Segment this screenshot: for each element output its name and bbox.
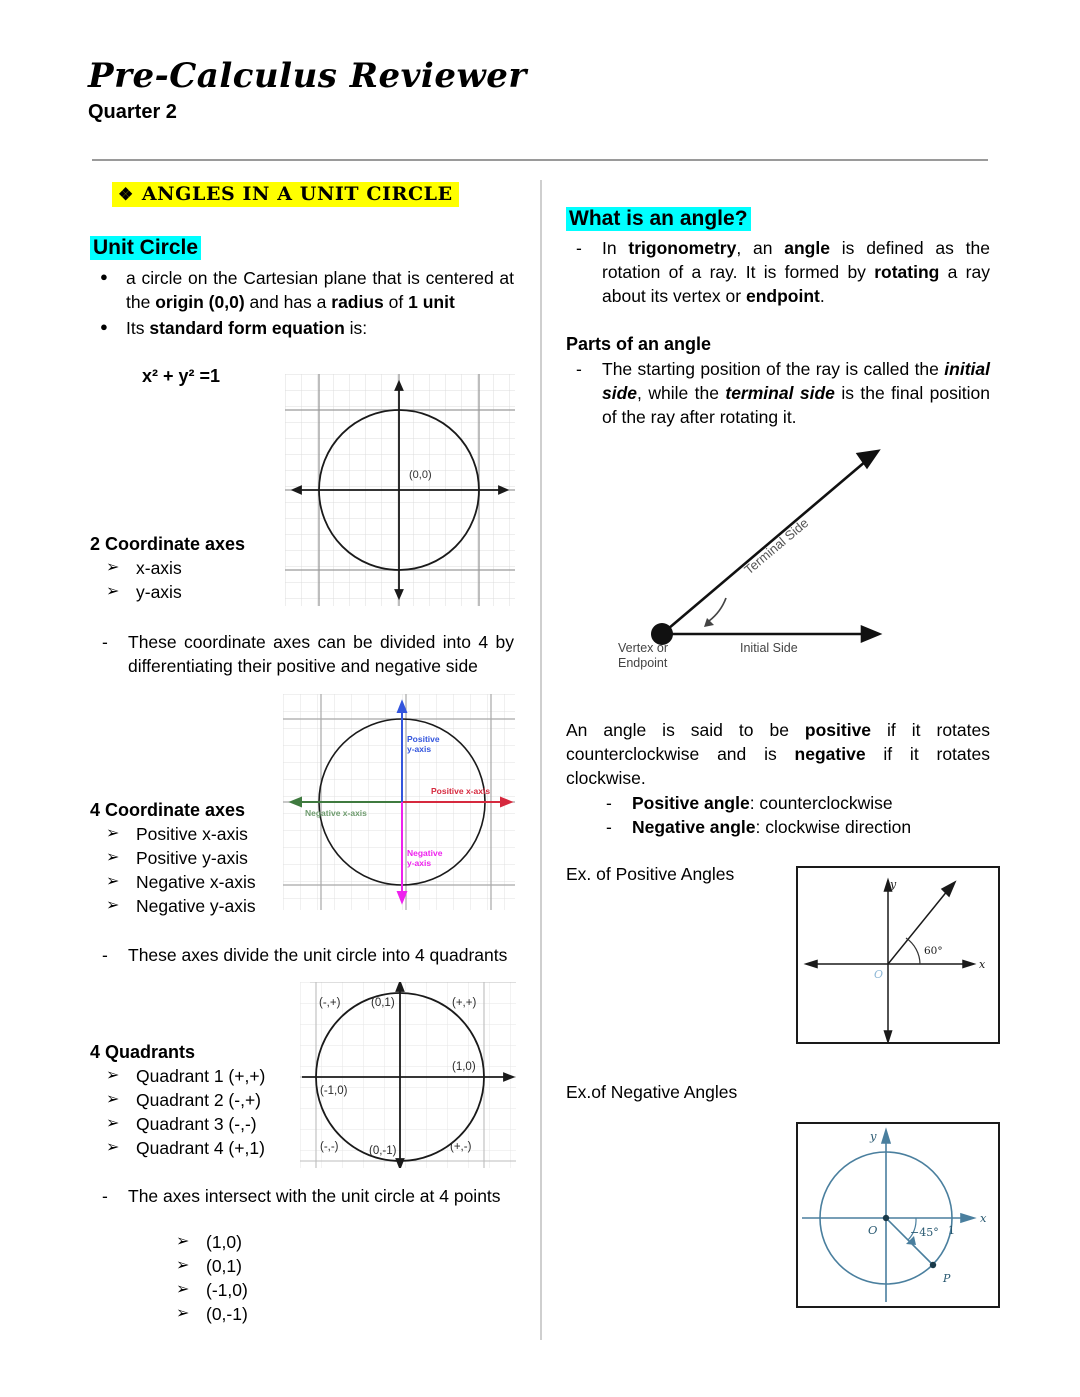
list-item: ➢ Quadrant 3 (-,-)	[100, 1112, 330, 1136]
divide-note	[92, 630, 514, 678]
diamond-bullet-icon: ❖	[118, 185, 134, 205]
initial-side-label: Initial Side	[740, 641, 798, 655]
figure-quadrants	[300, 982, 516, 1168]
four-axes-heading: 4 Coordinate axes	[90, 800, 246, 820]
what-is-angle-heading: What is an angle?	[566, 207, 751, 231]
x-axis-label: x	[980, 1211, 987, 1225]
list-item: - Positive angle: counterclockwise	[596, 791, 996, 815]
list-item: ➢ y-axis	[100, 580, 350, 604]
list-item: ➢ Quadrant 2 (-,+)	[100, 1088, 330, 1112]
point-1-0-label: (1,0)	[452, 1061, 476, 1073]
two-axes-list	[100, 556, 350, 604]
point-neg1-0-label: (-1,0)	[320, 1085, 348, 1097]
unit-label: 1	[948, 1224, 955, 1237]
quadrant1-label: (+,+)	[452, 997, 477, 1009]
ex-positive-angles-label: Ex. of Positive Angles	[566, 864, 735, 884]
list-item: ➢ Negative y-axis	[100, 894, 330, 918]
parts-of-angle-heading: Parts of an angle	[566, 334, 712, 354]
column-divider	[540, 180, 542, 1340]
unit-circle-heading: Unit Circle	[90, 236, 201, 260]
quadrant-note	[92, 943, 514, 967]
rotation-direction-body: An angle is said to be positive if it rotates counterclockwise and is negative if it rotates clockwise.	[566, 720, 991, 788]
negative-y-axis-label: Negative	[407, 848, 443, 858]
intersect-note	[92, 1184, 514, 1208]
vertex-label: Vertex or	[618, 641, 669, 655]
angle-label: 60°	[924, 945, 943, 957]
point-p-label: P	[943, 1272, 951, 1285]
ex-negative-angles-label: Ex.of Negative Angles	[566, 1082, 738, 1102]
point-0-1-label: (0,1)	[371, 997, 395, 1009]
list-item: - These axes divide the unit circle into 4 quadrants	[92, 943, 514, 967]
positive-y-axis-label: Positive	[407, 734, 440, 744]
list-item: ➢ x-axis	[100, 556, 350, 580]
rotation-direction-list	[596, 791, 996, 839]
origin-label: (0,0)	[409, 469, 432, 481]
page-title: Pre-Calculus Reviewer	[88, 56, 527, 96]
origin-label: O	[868, 1223, 878, 1237]
intersect-points-list	[170, 1230, 370, 1326]
terminal-side-label: Terminal Side	[741, 515, 812, 578]
four-axes-list	[100, 822, 330, 918]
figure-angle-parts	[604, 438, 904, 670]
figure-negative-angle	[796, 1122, 1000, 1308]
list-item: ● a circle on the Cartesian plane that is centered at the origin (0,0) and has a radius of 1 unit	[92, 266, 514, 314]
list-item: ➢ (0,1)	[170, 1254, 370, 1278]
origin-label: O	[874, 968, 884, 981]
point-0-neg1-label: (0,-1)	[369, 1145, 397, 1157]
what-is-angle-body	[566, 236, 990, 308]
svg-text:Endpoint: Endpoint	[618, 656, 668, 670]
parts-of-angle-body	[566, 357, 990, 429]
list-item: - The starting position of the ray is called the initial side, while the terminal side is the final position of the ray after rotating it.	[566, 357, 990, 429]
x-axis-label: x	[979, 958, 986, 971]
list-item: ➢ (-1,0)	[170, 1278, 370, 1302]
quadrant3-label: (-,-)	[320, 1141, 339, 1153]
list-item: ➢ Quadrant 1 (+,+)	[100, 1064, 330, 1088]
list-item: ➢ (0,-1)	[170, 1302, 370, 1326]
quadrant4-label: (+,-)	[450, 1141, 472, 1153]
quadrant2-label: (-,+)	[319, 997, 341, 1009]
list-item: ➢ Quadrant 4 (+,1)	[100, 1136, 330, 1160]
list-item: - In trigonometry, an angle is defined as the rotation of a ray. It is formed by rotating a ray about its vertex or endpoint.	[566, 236, 990, 308]
unit-circle-equation: x² + y² =1	[142, 366, 221, 386]
section-banner	[112, 183, 459, 205]
quadrants-heading: 4 Quadrants	[90, 1042, 196, 1062]
quadrants-list	[100, 1064, 330, 1160]
y-axis-label: y	[890, 878, 897, 891]
list-item: - Negative angle: clockwise direction	[596, 815, 996, 839]
list-item: - The axes intersect with the unit circle at 4 points	[92, 1184, 514, 1208]
header-divider	[92, 159, 988, 161]
list-item: ● Its standard form equation is:	[92, 316, 514, 340]
angle-label: −45°	[910, 1226, 939, 1239]
svg-text:y-axis: y-axis	[407, 744, 432, 754]
unit-circle-bullet-list	[92, 266, 514, 342]
negative-x-axis-label: Negative x-axis	[305, 808, 367, 818]
list-item: ➢ Positive y-axis	[100, 846, 330, 870]
list-item: ➢ (1,0)	[170, 1230, 370, 1254]
positive-x-axis-label: Positive x-axis	[431, 786, 491, 796]
page-subtitle: Quarter 2	[88, 101, 177, 123]
list-item: ➢ Negative x-axis	[100, 870, 330, 894]
y-axis-label: y	[870, 1129, 877, 1143]
list-item: ➢ Positive x-axis	[100, 822, 330, 846]
list-item: - These coordinate axes can be divided into 4 by differentiating their positive and negative side	[92, 630, 514, 678]
two-axes-heading: 2 Coordinate axes	[90, 534, 246, 554]
svg-text:y-axis: y-axis	[407, 858, 432, 868]
figure-positive-angle	[796, 866, 1000, 1044]
section-banner-label: ANGLES IN A UNIT CIRCLE	[141, 183, 453, 205]
